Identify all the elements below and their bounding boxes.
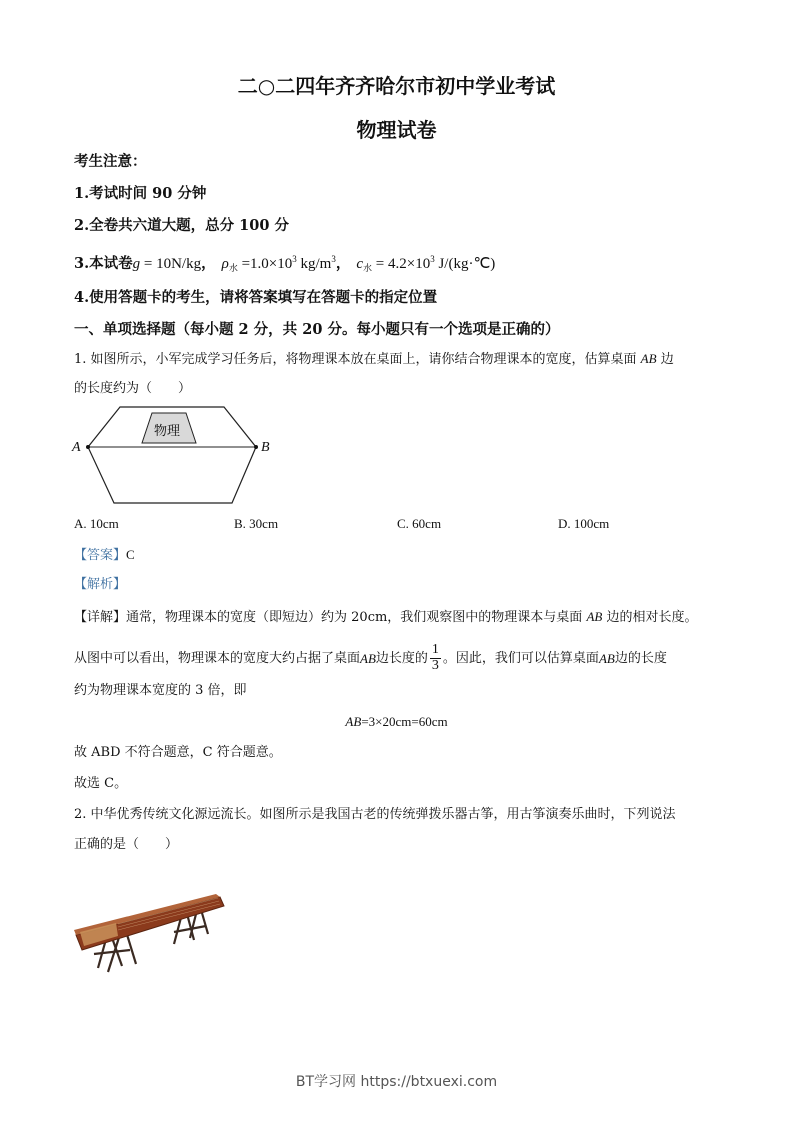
detail-text: 通常，物理课本的宽度（即短边）约为 20cm，我们观察图中的物理课本与桌面 [126, 610, 587, 625]
q2-stem-line1: 2. 中华优秀传统文化源远流长。如图所示是我国古老的传统弹拨乐器古筝，用古筝演奏乐曲时，下列说法 [74, 807, 676, 822]
c-exponent: 3 [430, 254, 435, 264]
q1-detail-line1 [74, 610, 697, 624]
notice-item-4: 4.使用答题卡的考生，请将答案填写在答题卡的指定位置 [74, 289, 438, 306]
guzheng-image [70, 880, 230, 980]
q1-option-d[interactable]: D. 100cm [558, 516, 610, 531]
notice-item-2: 2.全卷共六道大题，总分 100 分 [74, 217, 289, 234]
point-b-label: B [261, 440, 270, 455]
rho-formula [222, 256, 336, 272]
detail-text: 边的相对长度。 [602, 610, 698, 625]
separator: ， [201, 255, 216, 272]
fraction-denominator: 3 [431, 657, 439, 673]
rho-unit: kg/m [296, 256, 332, 272]
c-value: = 4.2×10 [372, 256, 431, 272]
ab-label: AB [586, 609, 603, 624]
ab-label: AB [360, 650, 376, 666]
q1-conclusion-2: 故选 C。 [74, 776, 128, 791]
q1-desk-figure [70, 400, 280, 510]
fraction-one-third [430, 643, 441, 673]
q1-option-a[interactable]: A. 10cm [74, 516, 119, 531]
q1-stem-line1 [74, 352, 674, 366]
detail-text: 边长度的 [375, 650, 428, 666]
q1-analysis-label: 【解析】 [74, 577, 127, 592]
answer-value: C [126, 547, 135, 562]
q2-stem-line2: 正确的是（ ） [74, 837, 179, 852]
detail-label: 【详解】 [74, 610, 127, 625]
ab-label: AB [345, 714, 362, 729]
detail-text: 从图中可以看出，物理课本的宽度大约占据了桌面 [74, 650, 361, 666]
rho-value: =1.0×10 [237, 256, 293, 272]
c-formula [356, 256, 495, 272]
detail-text: 边的长度 [614, 650, 667, 666]
q1-answer [74, 548, 135, 562]
q1-conclusion-1: 故 ABD 不符合题意，C 符合题意。 [74, 745, 282, 760]
rho-subscript: 水 [228, 264, 238, 274]
rho-symbol: ρ [221, 256, 229, 272]
q1-option-b[interactable]: B. 30cm [234, 516, 279, 531]
book-label: 物理 [154, 424, 181, 439]
rho-unit-exponent: 3 [331, 254, 336, 264]
footer-watermark: BT学习网 https://btxuexi.com [295, 1074, 498, 1090]
c-unit: J/(kg·℃) [434, 256, 496, 272]
q1-equation [0, 715, 793, 728]
exam-title: 二○二四年齐齐哈尔市初中学业考试 [237, 74, 556, 98]
detail-text: 。因此，我们可以估算桌面 [442, 650, 599, 666]
q1-detail-line3: 约为物理课本宽度的 3 倍，即 [74, 683, 247, 698]
section-1-heading: 一、单项选择题（每小题 2 分，共 20 分。每小题只有一个选项是正确的） [74, 321, 560, 338]
q1-option-c[interactable]: C. 60cm [397, 516, 442, 531]
q1-stem-line2: 的长度约为（ ） [74, 381, 192, 396]
exam-subtitle: 物理试卷 [356, 118, 437, 142]
rho-exponent: 3 [292, 254, 297, 264]
ab-label: AB [598, 650, 615, 666]
q1-stem-text-end: 边 [656, 352, 674, 367]
c-symbol: c [356, 256, 364, 272]
separator: ， [335, 255, 351, 272]
constants-formula [133, 256, 201, 272]
desk-diagram [70, 400, 280, 510]
guzheng-illustration [70, 880, 230, 980]
equation-rest: =3×20cm=60cm [361, 714, 448, 729]
notice-item-3-label: 3.本试卷 [74, 255, 133, 272]
ab-label: AB [640, 351, 657, 366]
g-symbol: g [132, 256, 141, 272]
notice-item-3 [74, 252, 495, 274]
notice-item-1: 1.考试时间 90 分钟 [74, 185, 207, 202]
fraction-numerator: 1 [431, 641, 439, 657]
answer-label: 【答案】 [74, 548, 127, 563]
g-value: = 10N/kg [140, 256, 202, 272]
notice-heading: 考生注意： [74, 153, 147, 170]
c-subscript: 水 [363, 264, 373, 274]
point-a-label: A [72, 440, 81, 455]
q1-detail-line2 [74, 638, 667, 678]
q1-stem-text: 1. 如图所示，小军完成学习任务后，将物理课本放在桌面上，请你结合物理课本的宽度，估算桌面 [74, 352, 641, 367]
